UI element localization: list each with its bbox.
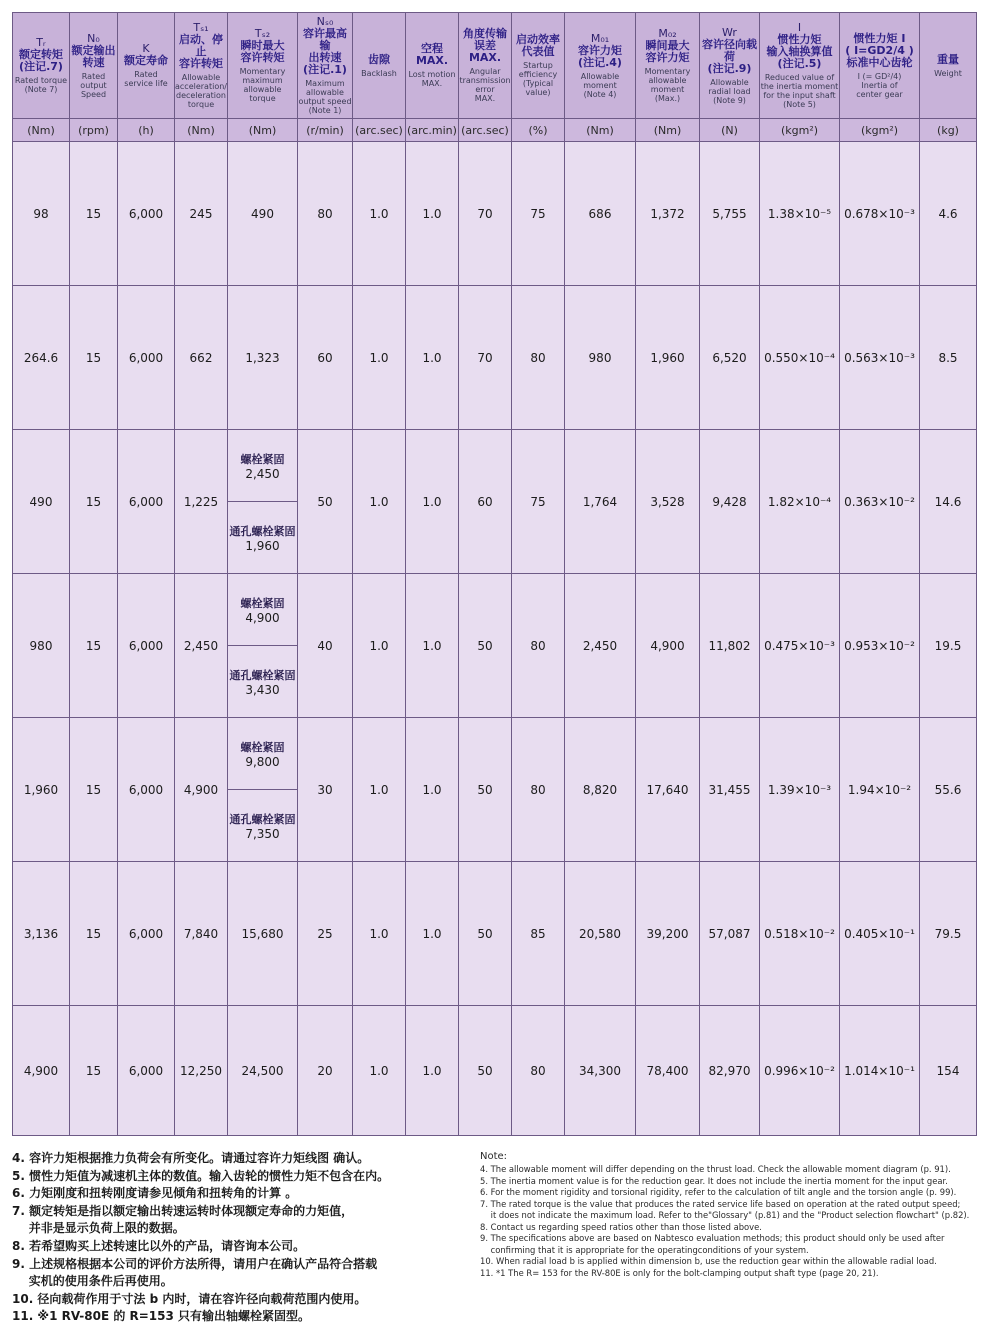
unit-cell: (rpm): [70, 119, 118, 142]
cell-ns0: 25: [298, 862, 353, 1006]
bolt-clamp-section: [228, 718, 297, 789]
cell-w: 154: [920, 1006, 977, 1136]
torque-split: [228, 430, 297, 573]
cell-ns0: 80: [298, 142, 353, 286]
cell-ts2: 490: [228, 142, 298, 286]
note-en-line: 8. Contact us regarding speed ratios other than those listed above.: [480, 1221, 762, 1232]
header-english: Reduced value of the inertia moment for the input shaft (Note 5): [760, 73, 839, 109]
cell-no: 15: [70, 286, 118, 430]
cell-w: 79.5: [920, 862, 977, 1006]
header-symbol: M₀₂: [658, 27, 677, 40]
note-cn-line: 10. 径向载荷作用于寸法 b 内时，请在容许径向载荷范围内使用。: [12, 1291, 367, 1306]
cell-i_in: 0.550×10⁻⁴: [760, 286, 840, 430]
cell-lost: 1.0: [406, 430, 459, 574]
note-cn-line: 11. ※1 RV-80E 的 R=153 只有输出轴螺栓紧固型。: [12, 1309, 311, 1324]
note-cn-line: 5. 惯性力矩值为减速机主体的数值。输入齿轮的惯性力矩不包含在内。: [12, 1168, 390, 1183]
cell-mo1: 8,820: [565, 718, 636, 862]
through-bolt-value: 7,350: [245, 826, 280, 841]
note-en-line: confirming that it is appropriate for the operatingconditions of your system.: [480, 1244, 809, 1255]
unit-cell: (kgm²): [840, 119, 920, 142]
header-english: Maximum allowable output speed (Note 1): [298, 79, 352, 115]
spec-table: [12, 12, 977, 1136]
table-row: [13, 430, 977, 574]
cell-wr: 82,970: [700, 1006, 760, 1136]
header-english: Angular transmission error MAX.: [459, 67, 511, 103]
cell-i_in: 0.475×10⁻³: [760, 574, 840, 718]
bolt-clamp-value: 2,450: [245, 466, 280, 481]
cell-mo1: 2,450: [565, 574, 636, 718]
unit-cell: (Nm): [175, 119, 228, 142]
cell-eff: 75: [512, 142, 565, 286]
cell-backlash: 1.0: [353, 718, 406, 862]
header-chinese: 角度传输 误差 MAX.: [463, 27, 507, 64]
cell-w: 8.5: [920, 286, 977, 430]
cell-tr: 980: [13, 574, 70, 718]
header-chinese: 空程 MAX.: [415, 42, 449, 67]
cell-no: 15: [70, 862, 118, 1006]
through-bolt-section: [228, 645, 297, 717]
cell-ts1: 7,840: [175, 862, 228, 1006]
unit-cell: (%): [512, 119, 565, 142]
unit-cell: (N): [700, 119, 760, 142]
cell-eff: 80: [512, 1006, 565, 1136]
unit-cell: (arc.sec): [459, 119, 512, 142]
header-chinese: 额定输出 转速: [71, 43, 116, 69]
table-row: [13, 1006, 977, 1136]
unit-cell: (kg): [920, 119, 977, 142]
cell-ang: 70: [459, 286, 512, 430]
momentary-torque-cell: [228, 430, 298, 574]
header-english: Weight: [934, 68, 962, 78]
cell-ang: 60: [459, 430, 512, 574]
note-en-line: it does not indicate the maximum load. Refer to the"Glossary" (p.81) and the "Product selection flowchart" (p.82).: [480, 1210, 970, 1220]
column-header: [760, 13, 840, 119]
cell-tr: 1,960: [13, 718, 70, 862]
cell-mo2: 17,640: [636, 718, 700, 862]
note-en-line: 4. The allowable moment will differ depending on the thrust load. Check the allowable moment diagram (p. 91).: [480, 1164, 951, 1174]
column-header: [13, 13, 70, 119]
header-english: Momentary allowable moment (Max.): [644, 67, 691, 103]
header-chinese: 容许力矩 (注记.4): [578, 43, 622, 69]
header-english: Rated service life: [124, 70, 168, 88]
cell-k: 6,000: [118, 430, 175, 574]
note-cn-line: 9. 上述规格根据本公司的评价方法所得，请用户在确认产品符合搭载: [12, 1256, 378, 1271]
cell-mo2: 78,400: [636, 1006, 700, 1136]
cell-wr: 11,802: [700, 574, 760, 718]
cell-ang: 50: [459, 1006, 512, 1136]
cell-tr: 4,900: [13, 1006, 70, 1136]
cell-ang: 50: [459, 574, 512, 718]
note-cn-line: 7. 额定转矩是指以额定输出转速运转时体现额定寿命的力矩值，: [12, 1203, 354, 1218]
bolt-clamp-label: 螺栓紧固: [240, 596, 285, 610]
cell-tr: 490: [13, 430, 70, 574]
cell-i_in: 0.996×10⁻²: [760, 1006, 840, 1136]
column-header: [353, 13, 406, 119]
cell-tr: 264.6: [13, 286, 70, 430]
cell-no: 15: [70, 574, 118, 718]
cell-backlash: 1.0: [353, 142, 406, 286]
through-bolt-label: 通孔螺栓紧固: [229, 812, 296, 826]
cell-wr: 31,455: [700, 718, 760, 862]
cell-i_in: 1.82×10⁻⁴: [760, 430, 840, 574]
cell-k: 6,000: [118, 286, 175, 430]
cell-w: 14.6: [920, 430, 977, 574]
bolt-clamp-label: 螺栓紧固: [240, 452, 285, 466]
note-en-line: 6. For the moment rigidity and torsional rigidity, refer to the calculation of tilt angle and the torsion angle (p. 99).: [480, 1187, 957, 1197]
cell-tr: 3,136: [13, 862, 70, 1006]
notes-english: [480, 1150, 988, 1279]
cell-ang: 50: [459, 718, 512, 862]
torque-split: [228, 574, 297, 717]
through-bolt-section: [228, 501, 297, 573]
cell-i_cg: 1.94×10⁻²: [840, 718, 920, 862]
cell-ts1: 1,225: [175, 430, 228, 574]
cell-lost: 1.0: [406, 286, 459, 430]
cell-i_cg: 0.363×10⁻²: [840, 430, 920, 574]
unit-cell: (h): [118, 119, 175, 142]
cell-wr: 57,087: [700, 862, 760, 1006]
table-row: [13, 862, 977, 1006]
column-header: [920, 13, 977, 119]
header-symbol: Tₛ₁: [193, 21, 209, 34]
cell-mo1: 34,300: [565, 1006, 636, 1136]
header-symbol: Nₛ₀: [316, 15, 334, 28]
cell-lost: 1.0: [406, 574, 459, 718]
cell-backlash: 1.0: [353, 430, 406, 574]
cell-i_in: 1.39×10⁻³: [760, 718, 840, 862]
cell-mo2: 4,900: [636, 574, 700, 718]
cell-eff: 85: [512, 862, 565, 1006]
through-bolt-label: 通孔螺栓紧固: [229, 668, 296, 682]
cell-no: 15: [70, 718, 118, 862]
cell-ns0: 40: [298, 574, 353, 718]
column-header: [118, 13, 175, 119]
header-chinese: 容许径向载荷 (注记.9): [702, 37, 757, 75]
cell-mo1: 686: [565, 142, 636, 286]
cell-no: 15: [70, 142, 118, 286]
header-symbol: M₀₁: [590, 31, 610, 45]
header-chinese: 额定寿命: [124, 54, 168, 67]
unit-cell: (Nm): [13, 119, 70, 142]
note-en-line: 9. The specifications above are based on Nabtesco evaluation methods; this product should only be used after: [480, 1233, 945, 1243]
through-bolt-value: 1,960: [245, 538, 280, 553]
momentary-torque-cell: [228, 718, 298, 862]
cell-wr: 9,428: [700, 430, 760, 574]
table-body: [13, 142, 977, 1136]
note-en-line: 10. When radial load b is applied within dimension b, use the reduction gear within the allowable radial load.: [480, 1256, 937, 1266]
bolt-clamp-value: 4,900: [245, 610, 280, 625]
cell-k: 6,000: [118, 718, 175, 862]
unit-cell: (arc.sec): [353, 119, 406, 142]
cell-k: 6,000: [118, 574, 175, 718]
column-header: [70, 13, 118, 119]
cell-mo2: 39,200: [636, 862, 700, 1006]
header-chinese: 瞬间最大 容许力矩: [645, 39, 690, 64]
column-header: [636, 13, 700, 119]
note-cn-line: 6. 力矩刚度和扭转刚度请参见倾角和扭转角的计算 。: [12, 1186, 298, 1201]
header-chinese: 齿隙: [368, 52, 390, 66]
column-header: [406, 13, 459, 119]
cell-w: 19.5: [920, 574, 977, 718]
cell-mo2: 3,528: [636, 430, 700, 574]
bolt-clamp-value: 9,800: [245, 754, 280, 769]
header-english: Rated output Speed: [80, 71, 107, 99]
cell-i_cg: 0.678×10⁻³: [840, 142, 920, 286]
cell-k: 6,000: [118, 862, 175, 1006]
cell-wr: 6,520: [700, 286, 760, 430]
cell-ts1: 245: [175, 142, 228, 286]
header-chinese: 容许最高输 出转速 (注记.1): [303, 27, 347, 76]
table-row: [13, 286, 977, 430]
cell-ns0: 50: [298, 430, 353, 574]
cell-eff: 75: [512, 430, 565, 574]
cell-ts1: 4,900: [175, 718, 228, 862]
cell-k: 6,000: [118, 1006, 175, 1136]
cell-ts2: 24,500: [228, 1006, 298, 1136]
note-en-line: 7. The rated torque is the value that produces the rated service life based on operation at the rated output speed;: [480, 1198, 961, 1209]
cell-lost: 1.0: [406, 142, 459, 286]
header-english: Allowable radial load (Note 9): [708, 77, 751, 105]
cell-ns0: 30: [298, 718, 353, 862]
unit-cell: (Nm): [228, 119, 298, 142]
bolt-clamp-section: [228, 574, 297, 645]
header-symbol: Wr: [722, 25, 737, 39]
header-chinese: 瞬时最大 容许转矩: [240, 39, 285, 64]
through-bolt-label: 通孔螺栓紧固: [229, 524, 296, 538]
cell-i_cg: 0.405×10⁻¹: [840, 862, 920, 1006]
column-header: [298, 13, 353, 119]
header-english: Rated torque (Note 7): [14, 76, 68, 94]
column-header: [459, 13, 512, 119]
column-header: [840, 13, 920, 119]
through-bolt-section: [228, 789, 297, 861]
note-cn-line: 实机的使用条件后再使用。: [12, 1274, 173, 1289]
note-cn-line: 8. 若希望购买上述转速比以外的产品，请咨询本公司。: [12, 1238, 306, 1253]
cell-wr: 5,755: [700, 142, 760, 286]
cell-ts2: 15,680: [228, 862, 298, 1006]
header-symbol: I: [797, 21, 802, 34]
cell-ang: 70: [459, 142, 512, 286]
cell-eff: 80: [512, 286, 565, 430]
table-row: [13, 718, 977, 862]
table-row: [13, 142, 977, 286]
cell-i_in: 1.38×10⁻⁵: [760, 142, 840, 286]
unit-cell: (Nm): [565, 119, 636, 142]
torque-split: [228, 718, 297, 861]
cell-mo2: 1,960: [636, 286, 700, 430]
cell-lost: 1.0: [406, 718, 459, 862]
cell-ang: 50: [459, 862, 512, 1006]
cell-ns0: 60: [298, 286, 353, 430]
note-cn-line: 4. 容许力矩根据推力负荷会有所变化。请通过容许力矩线图 确认。: [12, 1151, 370, 1165]
header-symbol: N₀: [87, 31, 100, 45]
header-english: Backlash: [361, 68, 397, 78]
header-chinese: 启动、停止 容许转矩: [179, 33, 223, 70]
unit-cell: (kgm²): [760, 119, 840, 142]
cell-ts1: 2,450: [175, 574, 228, 718]
header-symbol: K: [142, 42, 150, 55]
cell-mo1: 1,764: [565, 430, 636, 574]
momentary-torque-cell: [228, 574, 298, 718]
header-english: I (= GD²/4) Inertia of center gear: [856, 71, 903, 99]
units-row: [13, 119, 977, 142]
header-row: [13, 13, 977, 119]
cell-eff: 80: [512, 718, 565, 862]
header-english: Startup efficiency (Typical value): [518, 61, 558, 97]
cell-no: 15: [70, 430, 118, 574]
cell-k: 6,000: [118, 142, 175, 286]
cell-ns0: 20: [298, 1006, 353, 1136]
header-english: Momentary maximum allowable torque: [239, 67, 286, 103]
cell-i_cg: 0.563×10⁻³: [840, 286, 920, 430]
header-english: Allowable moment (Note 4): [580, 71, 620, 99]
cell-backlash: 1.0: [353, 286, 406, 430]
note-cn-line: 并非是显示负荷上限的数据。: [12, 1221, 185, 1236]
unit-cell: (Nm): [636, 119, 700, 142]
header-chinese: 启动效率 代表值: [516, 33, 560, 58]
cell-ts1: 12,250: [175, 1006, 228, 1136]
bolt-clamp-section: [228, 430, 297, 501]
cell-no: 15: [70, 1006, 118, 1136]
table-row: [13, 574, 977, 718]
bolt-clamp-label: 螺栓紧固: [240, 740, 285, 754]
column-header: [175, 13, 228, 119]
cell-i_cg: 0.953×10⁻²: [840, 574, 920, 718]
cell-lost: 1.0: [406, 1006, 459, 1136]
cell-ts1: 662: [175, 286, 228, 430]
cell-backlash: 1.0: [353, 574, 406, 718]
header-chinese: 重量: [937, 52, 959, 66]
cell-eff: 80: [512, 574, 565, 718]
cell-mo1: 980: [565, 286, 636, 430]
cell-mo2: 1,372: [636, 142, 700, 286]
header-chinese: 惯性力矩 I ( I=GD2/4 ) 标准中心齿轮: [845, 31, 914, 69]
header-symbol: Tₛ₂: [254, 27, 271, 40]
column-header: [565, 13, 636, 119]
cell-i_cg: 1.014×10⁻¹: [840, 1006, 920, 1136]
notes-chinese: [12, 1150, 467, 1326]
cell-w: 55.6: [920, 718, 977, 862]
cell-ts2: 1,323: [228, 286, 298, 430]
header-chinese: 额定转矩 (注记.7): [19, 48, 63, 73]
column-header: [700, 13, 760, 119]
cell-i_in: 0.518×10⁻²: [760, 862, 840, 1006]
cell-backlash: 1.0: [353, 862, 406, 1006]
header-symbol: Tᵣ: [36, 36, 46, 49]
note-en-line: 5. The inertia moment value is for the reduction gear. It does not include the inertia moment for the input gear.: [480, 1175, 948, 1186]
cell-tr: 98: [13, 142, 70, 286]
cell-w: 4.6: [920, 142, 977, 286]
cell-lost: 1.0: [406, 862, 459, 1006]
column-header: [512, 13, 565, 119]
column-header: [228, 13, 298, 119]
unit-cell: (arc.min): [406, 119, 459, 142]
notes-title: Note:: [480, 1151, 508, 1162]
cell-mo1: 20,580: [565, 862, 636, 1006]
cell-backlash: 1.0: [353, 1006, 406, 1136]
header-chinese: 惯性力矩 输入轴换算值 (注记.5): [766, 33, 833, 70]
note-en-line: 11. *1 The R= 153 for the RV-80E is only for the bolt-clamping output shaft type (page 20, 21).: [480, 1267, 879, 1278]
header-english: Allowable acceleration/ deceleration torque: [175, 73, 227, 109]
through-bolt-value: 3,430: [245, 682, 280, 697]
header-english: Lost motion MAX.: [408, 70, 456, 88]
notes-section: [12, 1150, 988, 1335]
unit-cell: (r/min): [298, 119, 353, 142]
